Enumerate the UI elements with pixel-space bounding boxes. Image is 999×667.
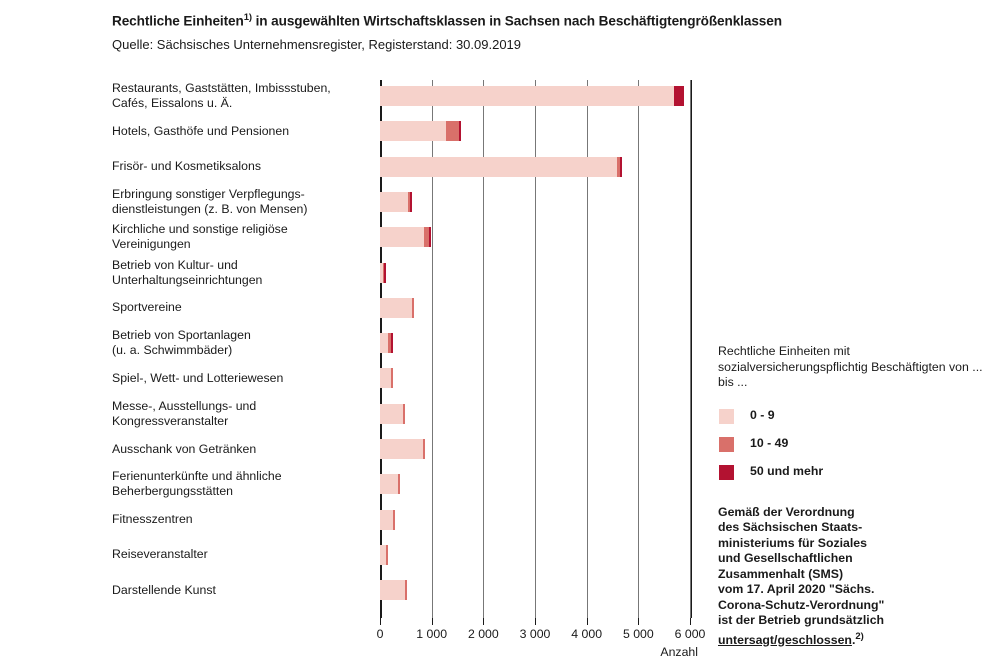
category-label [112, 124, 374, 139]
bar-segment [391, 368, 393, 388]
note-line-3: ministeriums für Soziales [718, 535, 867, 550]
category-label-line: Frisör- und Kosmetiksalons [112, 159, 261, 174]
gridline-5000 [638, 80, 639, 618]
bar-segment [429, 227, 431, 247]
category-label [112, 583, 374, 598]
x-tick-1000 [432, 618, 433, 625]
category-label-line: Sportvereine [112, 300, 182, 315]
note-line-8: ist der Betrieb grundsätzlich [718, 613, 885, 627]
category-label-line: Cafés, Eissalons u. Ä. [112, 96, 233, 110]
legend-item[interactable] [718, 407, 988, 435]
bar-segment [380, 510, 393, 530]
note-line-6: vom 17. April 2020 "Sächs. [718, 582, 875, 596]
title-block [112, 12, 912, 53]
category-label-line: (u. a. Schwimmbäder) [112, 343, 233, 358]
bar-segment [380, 580, 405, 600]
bar-segment [380, 192, 408, 212]
category-label [112, 187, 374, 217]
category-label-line: Beherbergungsstätten [112, 484, 234, 499]
legend [718, 344, 988, 648]
bar-segment [459, 121, 461, 141]
bar-segment [391, 333, 393, 353]
note-period: . [851, 632, 856, 647]
category-label-line: Betrieb von Kultur- und [112, 257, 238, 272]
category-label [112, 300, 374, 315]
x-tick-label: 6 000 [674, 627, 706, 641]
bar-segment [380, 333, 388, 353]
legend-item-label: 50 und mehr [750, 463, 824, 478]
source-subtitle: Quelle: Sächsisches Unternehmensregister, Registerstand: 30.09.2019 [112, 36, 522, 52]
legend-swatch-icon [719, 465, 734, 480]
category-label [112, 328, 374, 358]
bar-segment [674, 86, 684, 106]
category-label-line: Reiseveranstalter [112, 547, 208, 562]
gridline-6000 [690, 80, 691, 618]
category-label-line: Kirchliche und sonstige religiöse [112, 222, 288, 237]
category-label [112, 81, 374, 111]
page-title [112, 12, 912, 31]
category-label-line: Ferienunterkünfte und ähnliche [112, 469, 282, 484]
x-tick-label: 2 000 [467, 627, 499, 641]
bar-segment [405, 580, 407, 600]
category-label [112, 547, 374, 562]
category-label [112, 222, 374, 252]
legend-swatch-icon [719, 437, 734, 452]
bar-segment [380, 474, 398, 494]
bar-segment [620, 157, 622, 177]
bar-segment [403, 404, 405, 424]
note-footnote-marker: 2) [855, 630, 864, 642]
bar-segment [380, 404, 403, 424]
category-label-line: Betrieb von Sportanlagen [112, 328, 251, 343]
plot-area [380, 80, 692, 618]
category-label-line: Spiel-, Wett- und Lotteriewesen [112, 370, 284, 385]
category-label [112, 258, 374, 288]
category-label-line: Unterhaltungseinrichtungen [112, 272, 263, 287]
title-footnote-marker: 1) [243, 12, 252, 23]
legend-regulation-note [718, 505, 988, 649]
bar-segment [380, 298, 412, 318]
category-label-line: Erbringung sonstiger Verpflegungs- [112, 186, 305, 201]
bar-segment [380, 86, 674, 106]
note-underlined-text: untersagt/geschlossen [718, 632, 852, 647]
x-tick-5000 [638, 618, 639, 625]
category-label-line: Restaurants, Gaststätten, Imbissstuben, [112, 81, 331, 95]
bar-segment [446, 121, 459, 141]
category-label-line: Kongressveranstalter [112, 413, 229, 428]
bar-segment [398, 474, 400, 494]
x-tick-3000 [535, 618, 536, 625]
legend-title: Rechtliche Einheiten mit sozialversicherungspflichtig Beschäftigten von ... bis ... [718, 344, 983, 389]
x-tick-6000 [690, 618, 691, 625]
category-label-line: Ausschank von Getränken [112, 441, 257, 456]
category-label [112, 469, 374, 499]
note-line-2: des Sächsischen Staats- [718, 520, 863, 534]
bar-segment [384, 263, 386, 283]
note-line-5: Zusammenhalt (SMS) [718, 566, 844, 581]
category-label-line: Hotels, Gasthöfe und Pensionen [112, 123, 290, 138]
category-label [112, 399, 374, 429]
legend-swatch-icon [719, 409, 734, 424]
bar-segment [380, 439, 423, 459]
legend-item-label: 0 - 9 [750, 407, 775, 422]
bar-segment [380, 368, 391, 388]
category-label-line: Vereinigungen [112, 237, 191, 252]
legend-item-label: 10 - 49 [750, 435, 789, 450]
bar-segment [412, 298, 414, 318]
legend-item[interactable] [718, 463, 988, 491]
bar-segment [380, 121, 446, 141]
bar-segment [380, 227, 424, 247]
note-line-4: und Gesellschaftlichen [718, 551, 853, 565]
category-label [112, 159, 374, 174]
bar-segment [386, 545, 388, 565]
x-tick-label: 5 000 [622, 627, 654, 641]
category-label-line: dienstleistungen (z. B. von Mensen) [112, 201, 308, 216]
note-line-7: Corona-Schutz-Verordnung" [718, 597, 885, 612]
note-line-1: Gemäß der Verordnung [718, 504, 855, 519]
bar-segment [410, 192, 412, 212]
bar-segment [393, 510, 395, 530]
bar-segment [380, 157, 617, 177]
page-title-main: Rechtliche Einheiten [112, 13, 244, 29]
x-tick-label: 1 000 [416, 627, 448, 641]
category-label-line: Messe-, Ausstellungs- und [112, 398, 257, 413]
x-tick-0 [380, 618, 381, 625]
x-tick-label: 0 [376, 627, 384, 641]
x-tick-label: 3 000 [519, 627, 551, 641]
category-label-line: Darstellende Kunst [112, 582, 216, 597]
category-label [112, 442, 374, 457]
legend-items [718, 407, 988, 491]
legend-item[interactable] [718, 435, 988, 463]
x-tick-label: 4 000 [571, 627, 603, 641]
category-label [112, 512, 374, 527]
page-title-rest: in ausgewählten Wirtschaftsklassen in Sachsen nach Beschäftigtengrößenklassen [251, 13, 782, 29]
x-tick-4000 [587, 618, 588, 625]
x-axis-unit-label: Anzahl [660, 645, 698, 659]
category-label-line: Fitnesszentren [112, 512, 193, 527]
category-label [112, 371, 374, 386]
bar-segment [423, 439, 425, 459]
x-tick-2000 [483, 618, 484, 625]
